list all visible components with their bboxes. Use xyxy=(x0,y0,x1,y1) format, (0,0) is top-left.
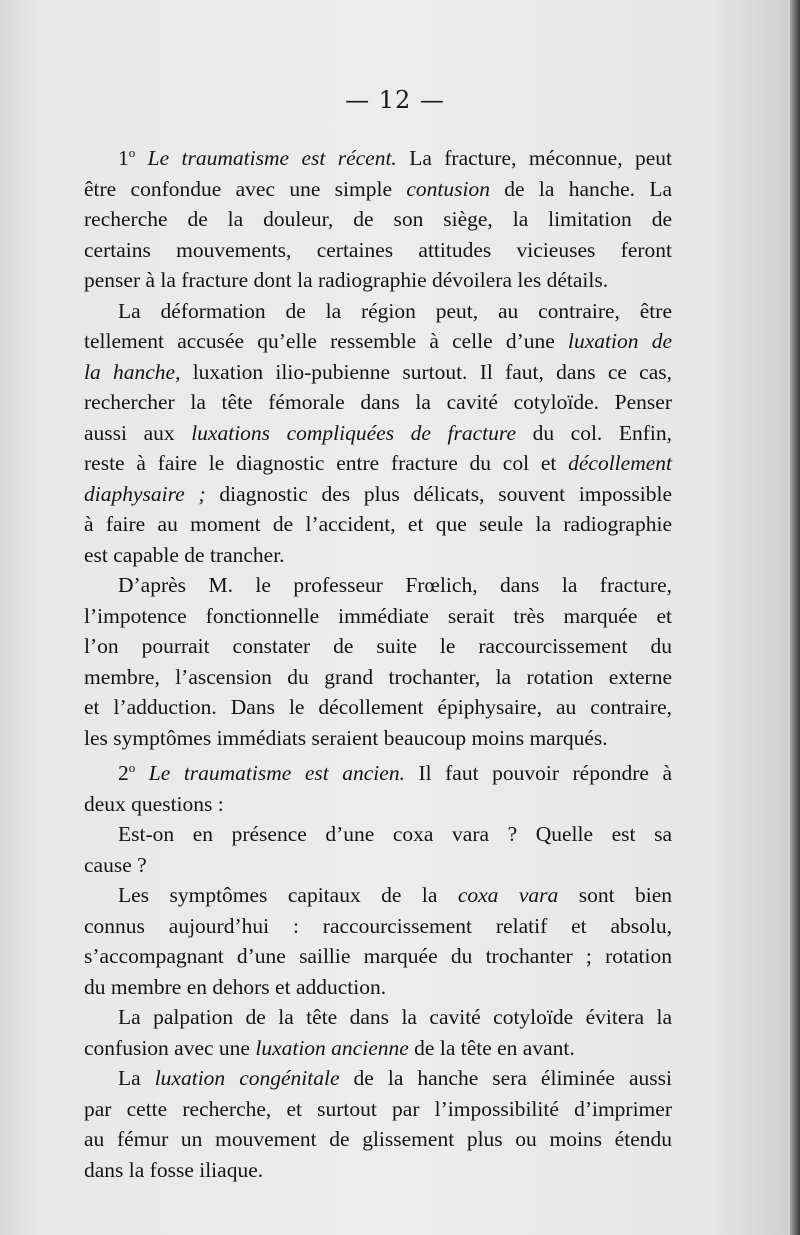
page-number: — 12 — xyxy=(345,86,445,114)
paragraph xyxy=(84,296,672,571)
text-line: recherche de la douleur, de son siège, la limitation de xyxy=(84,207,672,232)
paragraph xyxy=(84,1002,672,1063)
text-line: 2$^o$ Le traumatisme est ancien. Il faut pouvoir répondre à xyxy=(118,760,672,786)
italic-text: luxation ancienne xyxy=(255,1035,409,1060)
italic-text: luxations compliquées de fracture xyxy=(191,420,516,445)
text-line: tellement accusée qu’elle ressemble à celle d’une luxation de xyxy=(84,329,672,354)
italic-text: diaphysaire ; xyxy=(84,481,206,506)
text-line: confusion avec une luxation ancienne de la tête en avant. xyxy=(84,1035,575,1060)
italic-text: Le traumatisme est ancien. xyxy=(148,761,405,786)
text-line: reste à faire le diagnostic entre fracture du col et décollement xyxy=(84,451,672,476)
text-line: La palpation de la tête dans la cavité cotyloïde évitera la xyxy=(118,1005,672,1030)
italic-text: coxa vara xyxy=(457,883,559,908)
text-line: du membre en dehors et adduction. xyxy=(84,974,387,999)
text-line: à faire au moment de l’accident, et que seule la radiographie xyxy=(84,512,672,537)
italic-text: luxation de xyxy=(568,329,672,354)
text-line: D’après M. le professeur Frœlich, dans la fracture, xyxy=(118,573,672,598)
italic-text: Le traumatisme est récent. xyxy=(147,146,397,171)
text-line: La déformation de la région peut, au contraire, être xyxy=(118,298,672,323)
paragraph xyxy=(84,819,672,880)
text-line: La luxation congénitale de la hanche sera éliminée aussi xyxy=(118,1066,672,1091)
text-line: par cette recherche, et surtout par l’impossibilité d’imprimer xyxy=(84,1096,672,1121)
text-line: et l’adduction. Dans le décollement épiphysaire, au contraire, xyxy=(84,695,672,720)
text-line: dans la fosse iliaque. xyxy=(84,1157,264,1182)
text-line: diaphysaire ; diagnostic des plus délicats, souvent impossible xyxy=(84,481,672,506)
paragraph xyxy=(84,753,672,819)
text-line: penser à la fracture dont la radiographie dévoilera les détails. xyxy=(84,268,609,293)
text-line: Les symptômes capitaux de la coxa vara sont bien xyxy=(118,883,673,908)
page-edge-shadow xyxy=(790,0,800,1235)
text-line: au fémur un mouvement de glissement plus ou moins étendu xyxy=(84,1127,672,1152)
paragraph xyxy=(84,1063,672,1185)
text-line: membre, l’ascension du grand trochanter, la rotation externe xyxy=(84,664,672,689)
text-line: rechercher la tête fémorale dans la cavité cotyloïde. Penser xyxy=(84,390,672,415)
paragraph xyxy=(84,138,672,296)
text-line: s’accompagnant d’une saillie marquée du trochanter ; rotation xyxy=(84,944,672,969)
text-line: être confondue avec une simple contusion de la hanche. La xyxy=(84,176,672,201)
text-line: la hanche, luxation ilio-pubienne surtout. Il faut, dans ce cas, xyxy=(84,359,672,384)
text-line: est capable de trancher. xyxy=(84,542,285,567)
text-line: connus aujourd’hui : raccourcissement relatif et absolu, xyxy=(84,913,672,938)
text-line: cause ? xyxy=(84,852,147,877)
italic-text: contusion xyxy=(406,176,490,201)
paragraph xyxy=(84,570,672,753)
text-line: 1$^o$ Le traumatisme est récent. La fracture, méconnue, peut xyxy=(118,145,673,171)
text-line: l’on pourrait constater de suite le raccourcissement du xyxy=(84,634,672,659)
paragraph xyxy=(84,880,672,1002)
text-line: certains mouvements, certaines attitudes vicieuses feront xyxy=(84,237,672,262)
text-line: les symptômes immédiats seraient beaucoup moins marqués. xyxy=(84,725,608,750)
italic-text: la hanche, xyxy=(84,359,181,384)
text-line: l’impotence fonctionnelle immédiate serait très marquée et xyxy=(84,603,672,628)
text-line: aussi aux luxations compliquées de fracture du col. Enfin, xyxy=(84,420,673,445)
body-text xyxy=(84,138,672,1185)
italic-text: luxation congénitale xyxy=(154,1066,340,1091)
text-line: Est-on en présence d’une coxa vara ? Quelle est sa xyxy=(118,822,672,847)
text-line: deux questions : xyxy=(84,791,224,816)
italic-text: décollement xyxy=(568,451,672,476)
